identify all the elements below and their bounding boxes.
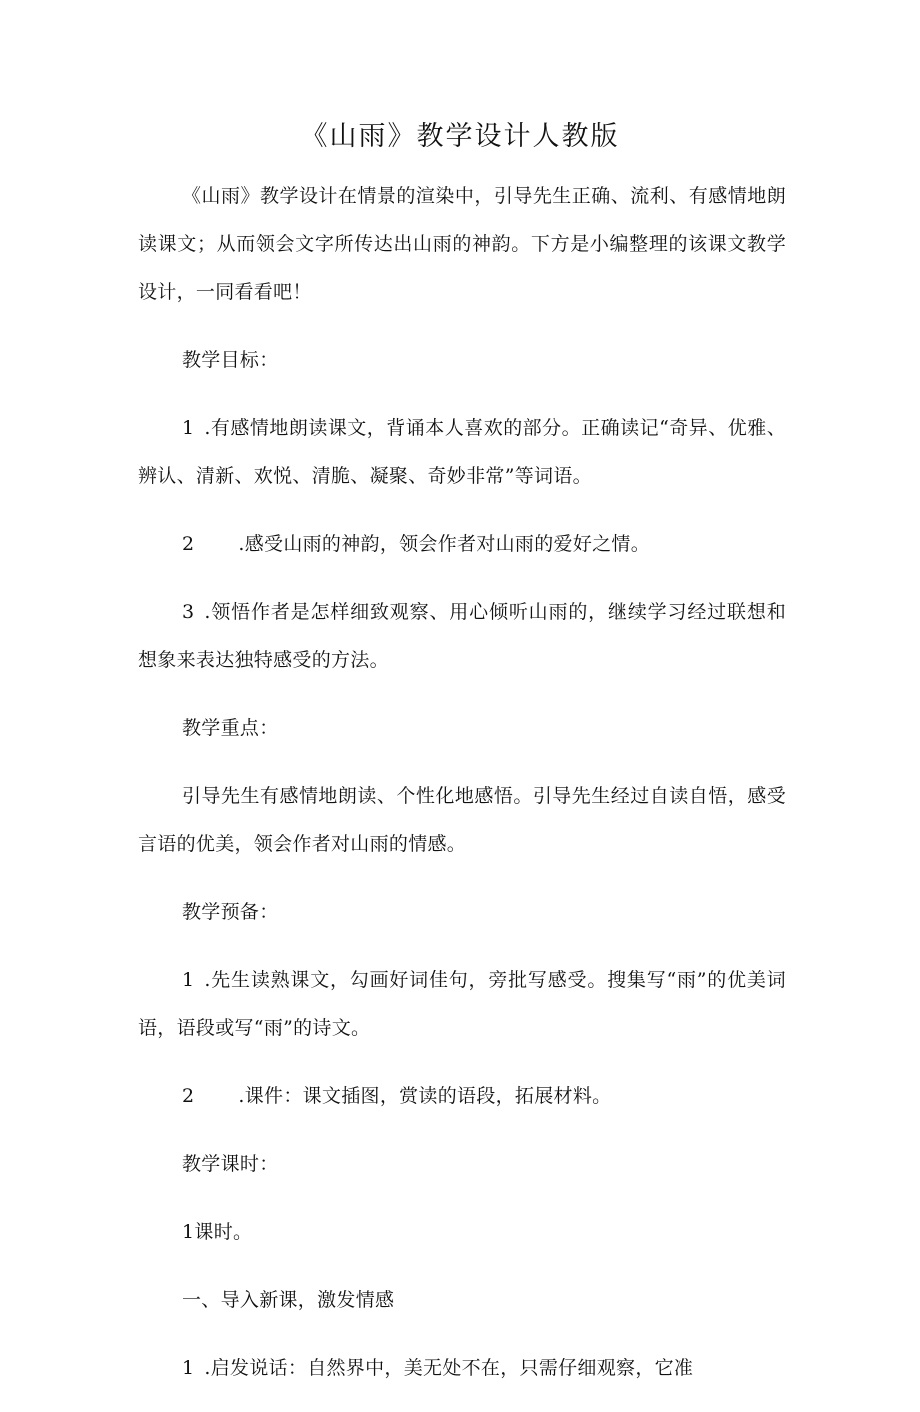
item-number: 1 xyxy=(182,417,195,439)
document-title: 《山雨》教学设计人教版 xyxy=(300,121,620,152)
intro-text: 《山雨》教学设计在情景的渲染中，引导先生正确、流利、有感情地朗读课文；从而领会文字所传达出山雨的神韵。下方是小编整理的该课文教学设计，一同看看吧！ xyxy=(138,185,786,303)
item-number: 2 xyxy=(182,1085,195,1107)
section-heading-preparation xyxy=(138,888,786,936)
item-text: .启发说话：自然界中，美无处不在，只需仔细观察，它准 xyxy=(204,1357,694,1379)
item-text: .先生读熟课文，勾画好词佳句，旁批写感受。搜集写“雨”的优美词语，语段或写“雨”的诗文。 xyxy=(138,969,786,1039)
paragraph-text: 引导先生有感情地朗读、个性化地感悟。引导先生经过自读自悟，感受言语的优美，领会作者对山雨的情感。 xyxy=(138,785,786,855)
focus-paragraph xyxy=(138,772,786,868)
section-heading-hours xyxy=(138,1140,786,1188)
item-number: 2 xyxy=(182,533,195,555)
goal-item-3 xyxy=(138,588,786,684)
section-heading-focus xyxy=(138,704,786,752)
heading-text: 教学预备： xyxy=(182,901,279,923)
item-number: 3 xyxy=(182,601,195,623)
section-heading-step-1 xyxy=(138,1276,786,1324)
heading-text: 教学目标： xyxy=(182,349,279,371)
document-body xyxy=(138,172,786,1412)
item-number: 1 xyxy=(182,1357,195,1379)
preparation-item-1 xyxy=(138,956,786,1052)
section-heading-goals xyxy=(138,336,786,384)
heading-text: 教学重点： xyxy=(182,717,279,739)
item-text: .领悟作者是怎样细致观察、用心倾听山雨的，继续学习经过联想和想象来表达独特感受的方法。 xyxy=(138,601,786,671)
goal-item-1 xyxy=(138,404,786,500)
goal-item-2 xyxy=(138,520,786,568)
intro-paragraph xyxy=(138,172,786,316)
hours-value xyxy=(138,1208,786,1256)
heading-text: 教学课时： xyxy=(182,1153,279,1175)
preparation-item-2 xyxy=(138,1072,786,1120)
item-number: 1 xyxy=(182,969,195,991)
item-text: .课件：课文插图，赏读的语段，拓展材料。 xyxy=(238,1085,612,1107)
heading-text: 一、导入新课，激发情感 xyxy=(182,1289,395,1311)
paragraph-text: 1课时。 xyxy=(182,1221,253,1243)
item-text: .有感情地朗读课文，背诵本人喜欢的部分。正确读记“奇异、优雅、辨认、清新、欢悦、清脆、凝聚、奇妙非常”等词语。 xyxy=(138,417,786,487)
step-1-item-1 xyxy=(138,1344,786,1392)
item-text: .感受山雨的神韵，领会作者对山雨的爱好之情。 xyxy=(238,533,651,555)
